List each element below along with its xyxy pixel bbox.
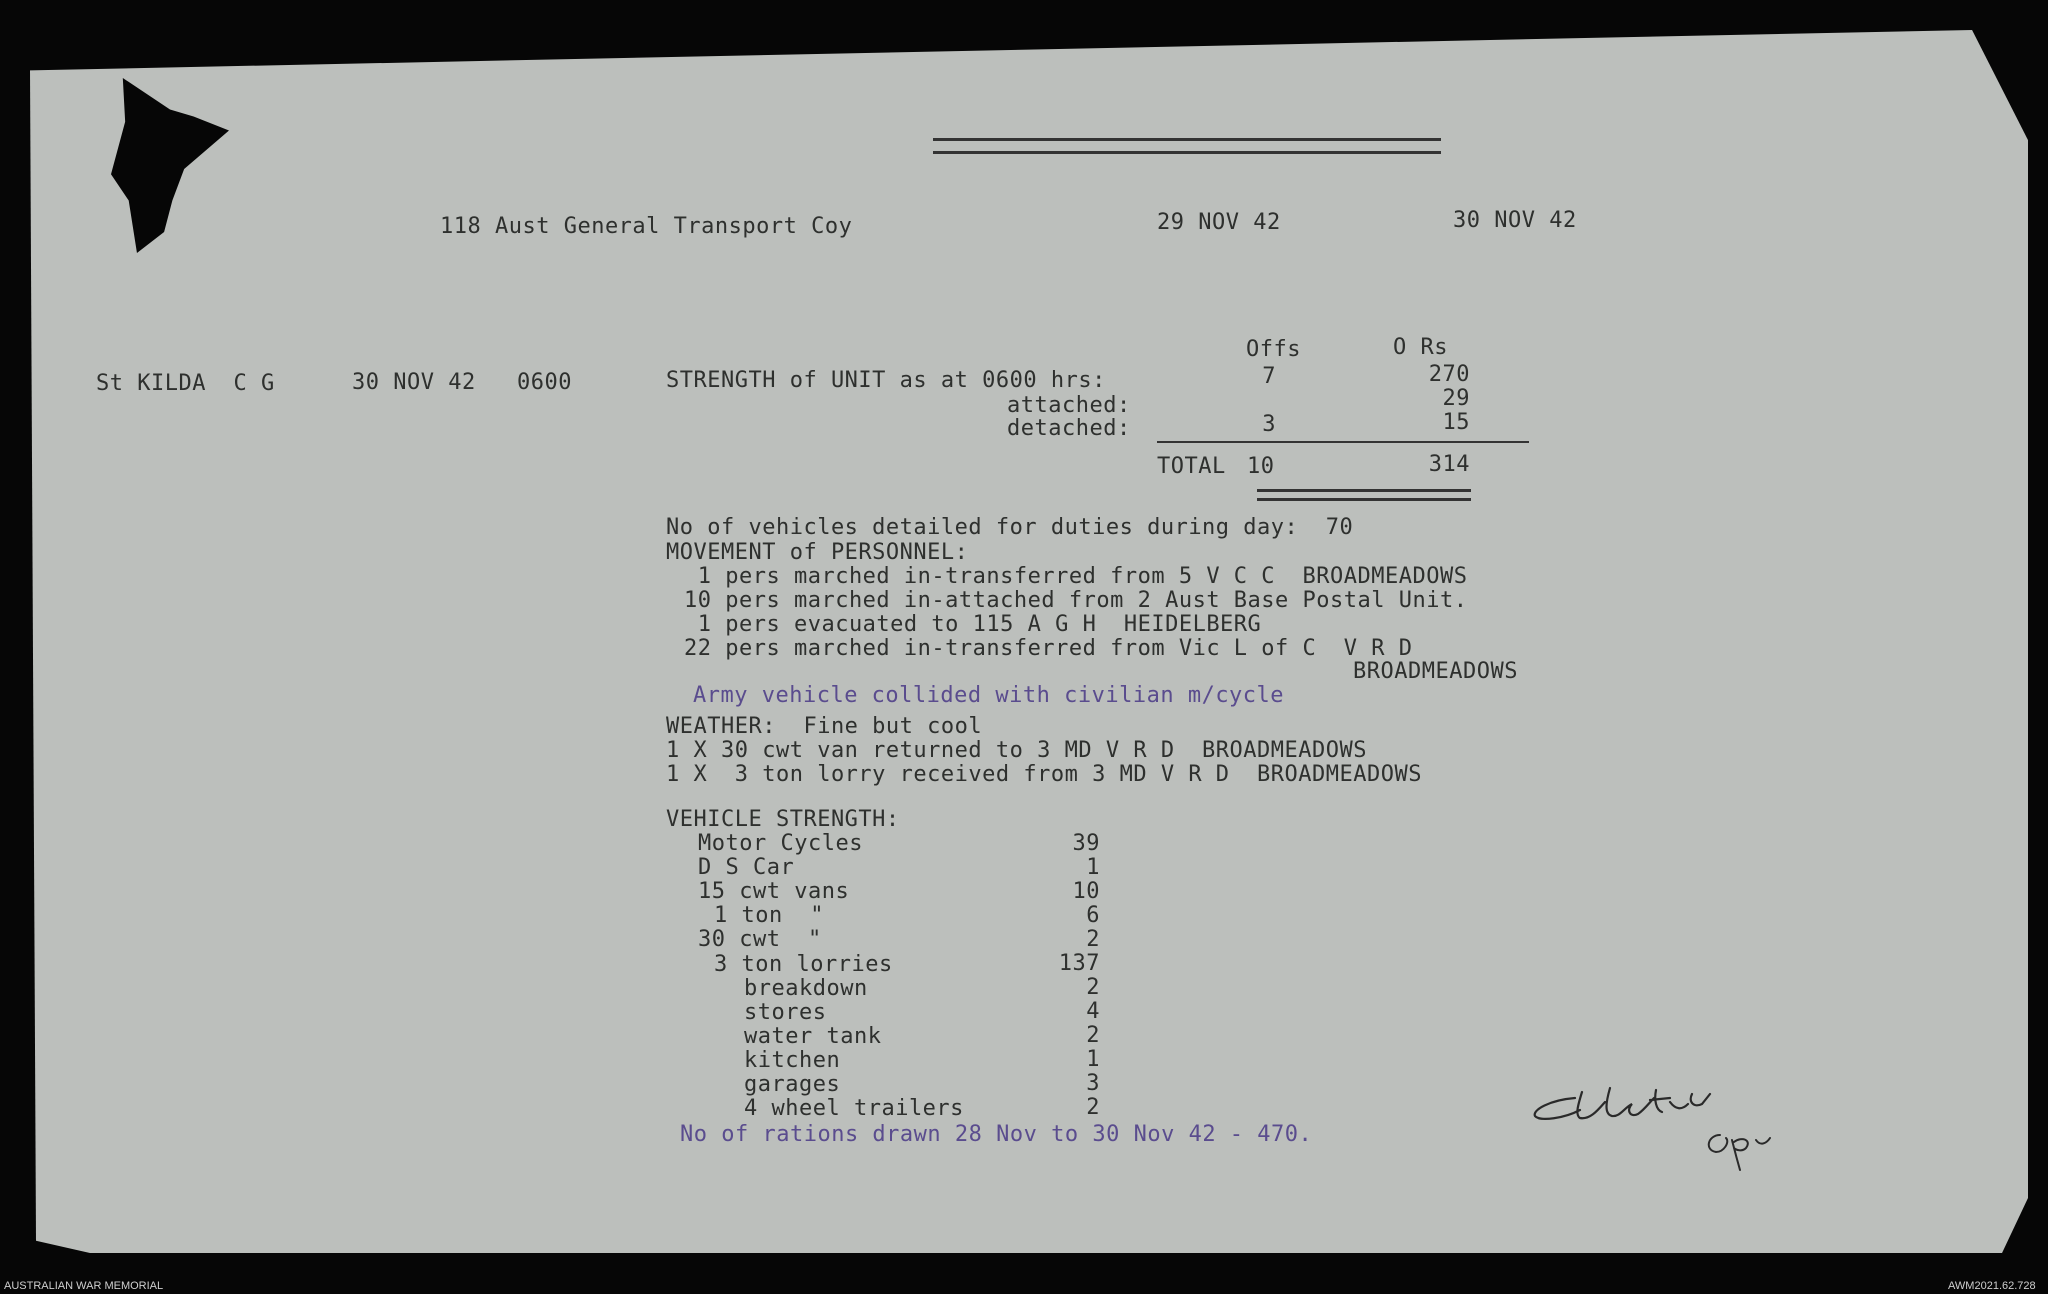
vehicle-count: 1 [1086, 855, 1100, 880]
ors-attached: 29 [1442, 386, 1470, 411]
vehicle-label: stores [744, 1000, 827, 1025]
total-rule-double-1 [1257, 489, 1471, 492]
vehicle-label: 4 wheel trailers [744, 1096, 964, 1121]
vehicle-label: 30 cwt " [698, 927, 822, 952]
weather-line: WEATHER: Fine but cool [666, 714, 983, 739]
vehicle-strength-heading: VEHICLE STRENGTH: [666, 807, 900, 832]
offs-strength: 7 [1262, 364, 1276, 389]
ors-strength: 270 [1428, 362, 1470, 387]
vehicle-label: Motor Cycles [698, 831, 863, 856]
entry-place: St KILDA C G [96, 371, 275, 396]
vehicle-count: 4 [1086, 999, 1100, 1024]
vehicle-label: kitchen [744, 1048, 841, 1073]
unit-name: 118 Aust General Transport Coy [440, 214, 853, 239]
detached-label: detached: [1007, 416, 1131, 441]
header-rule-top [933, 138, 1441, 141]
vehicle-label: breakdown [744, 976, 868, 1001]
rations-line: No of rations drawn 28 Nov to 30 Nov 42 - 470. [680, 1122, 1313, 1147]
ors-total: 314 [1428, 452, 1470, 477]
total-label: TOTAL [1157, 454, 1226, 479]
vehicles-detailed: No of vehicles detailed for duties during day: 70 [666, 515, 1354, 540]
strength-label: STRENGTH of UNIT as at 0600 hrs: [666, 368, 1106, 393]
movement-continued: BROADMEADOWS [1353, 659, 1518, 684]
offs-detached: 3 [1262, 412, 1276, 437]
vehicle-count: 6 [1086, 903, 1100, 928]
signature-image [1520, 1080, 1820, 1180]
movement-line: 10 pers marched in-attached from 2 Aust Base Postal Unit. [684, 588, 1468, 613]
vehicle-count: 1 [1086, 1047, 1100, 1072]
vehicle-received: 1 X 3 ton lorry received from 3 MD V R D BROADMEADOWS [666, 762, 1422, 787]
total-rule-double-2 [1257, 498, 1471, 501]
total-rule-top [1157, 441, 1529, 443]
movement-line: 22 pers marched in-transferred from Vic L of C V R D [684, 636, 1413, 661]
accident-note: Army vehicle collided with civilian m/cycle [693, 683, 1285, 708]
col-ors-header: O Rs [1393, 335, 1448, 360]
footer-left: AUSTRALIAN WAR MEMORIAL [4, 1280, 164, 1292]
vehicle-count: 2 [1086, 1095, 1100, 1120]
footer-right: AWM2021.62.728 [1948, 1280, 2036, 1292]
col-offs-header: Offs [1246, 337, 1301, 362]
vehicle-count: 10 [1072, 879, 1100, 904]
vehicle-label: water tank [744, 1024, 882, 1049]
vehicle-count: 2 [1086, 927, 1100, 952]
entry-time: 0600 [517, 370, 572, 395]
movement-line: 1 pers marched in-transferred from 5 V C C BROADMEADOWS [684, 564, 1468, 589]
vehicle-count: 39 [1072, 831, 1100, 856]
vehicle-count: 3 [1086, 1071, 1100, 1096]
ors-detached: 15 [1442, 410, 1470, 435]
vehicle-count: 2 [1086, 1023, 1100, 1048]
offs-total: 10 [1247, 454, 1275, 479]
vehicle-label: 3 ton lorries [714, 952, 893, 977]
header-rule-bottom [933, 151, 1441, 154]
vehicle-count: 2 [1086, 975, 1100, 1000]
vehicle-label: D S Car [698, 855, 795, 880]
movement-heading: MOVEMENT of PERSONNEL: [666, 540, 969, 565]
vehicle-label: 15 cwt vans [698, 879, 850, 904]
movement-line: 1 pers evacuated to 115 A G H HEIDELBERG [684, 612, 1262, 637]
date-from: 29 NOV 42 [1157, 210, 1281, 235]
date-to: 30 NOV 42 [1453, 208, 1577, 233]
attached-label: attached: [1007, 393, 1131, 418]
vehicle-label: garages [744, 1072, 841, 1097]
vehicle-count: 137 [1058, 951, 1100, 976]
vehicle-label: 1 ton " [714, 903, 824, 928]
entry-date: 30 NOV 42 [352, 370, 476, 395]
vehicle-returned: 1 X 30 cwt van returned to 3 MD V R D BROADMEADOWS [666, 738, 1368, 763]
